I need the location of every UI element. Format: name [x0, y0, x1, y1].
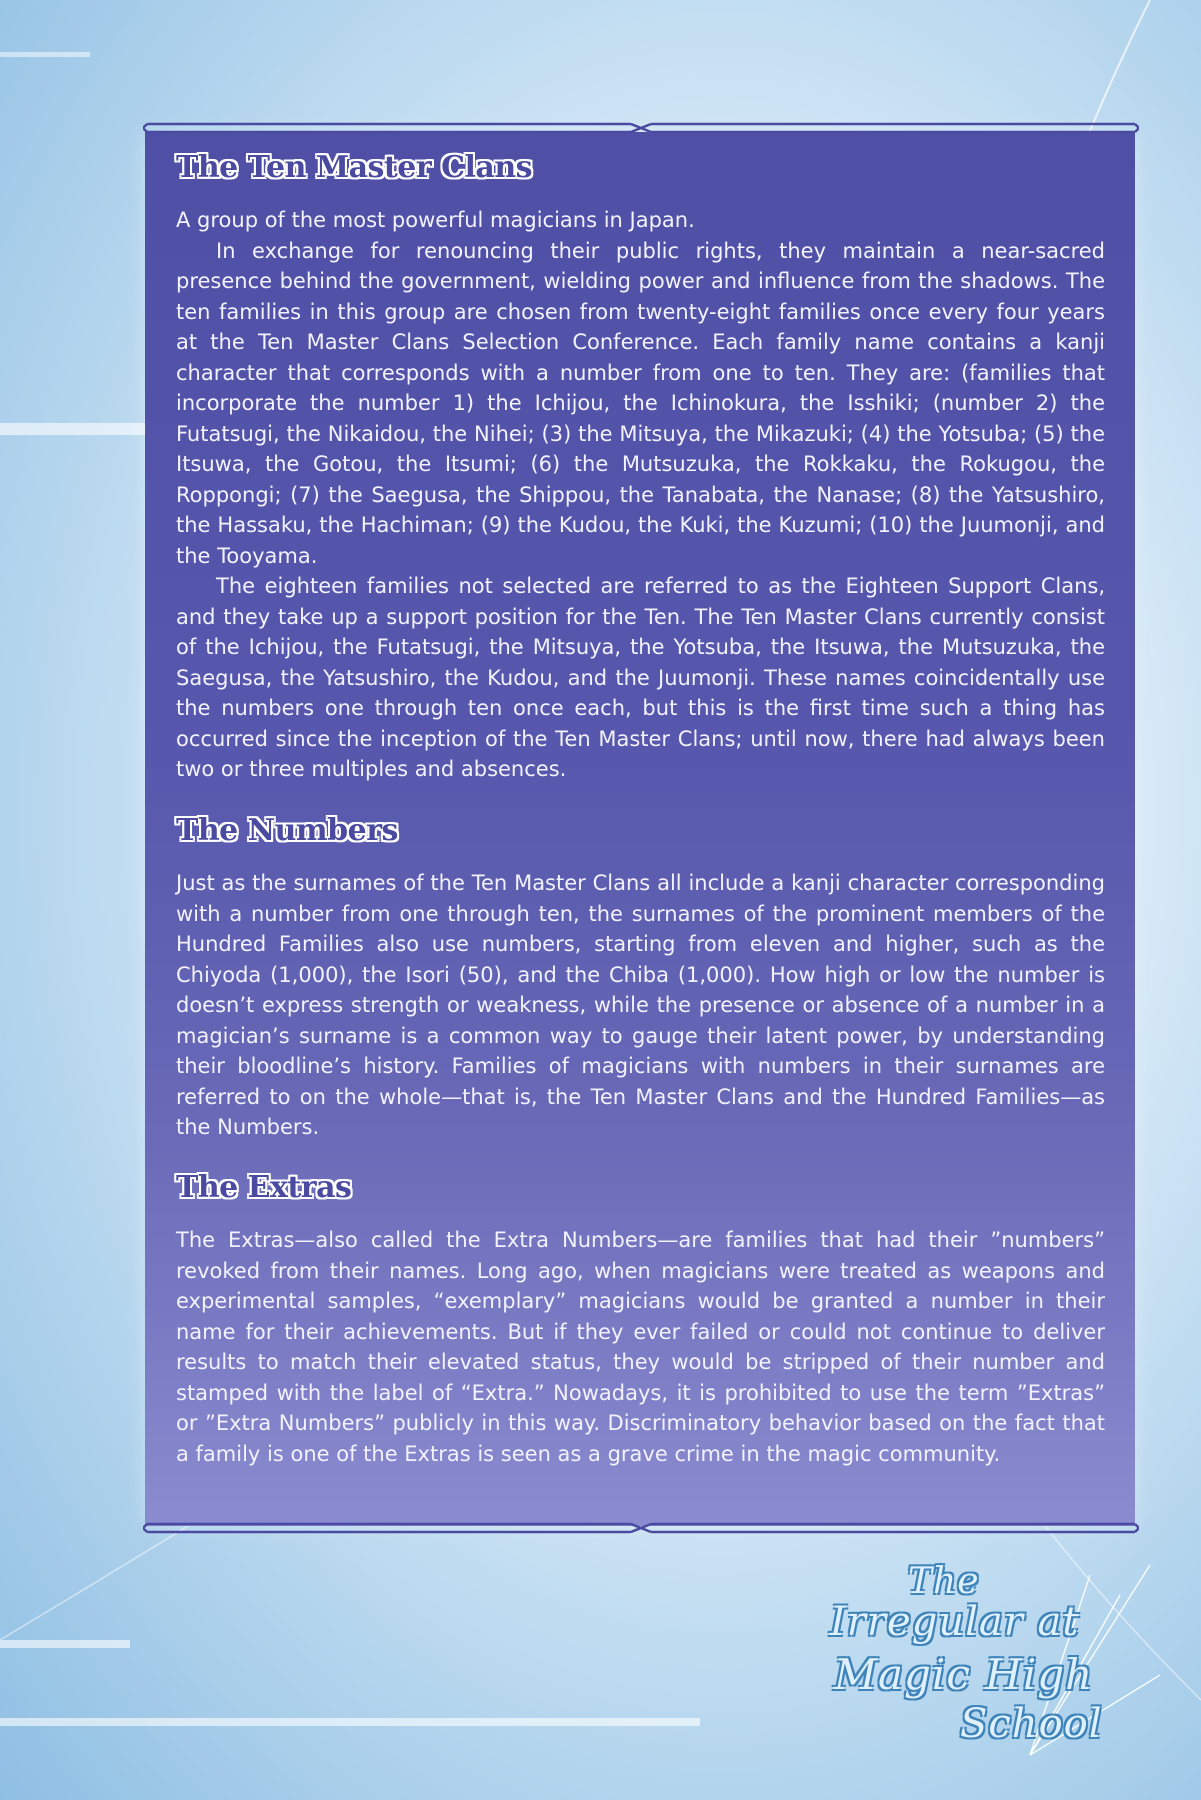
paragraph: The eighteen families not selected are referred to as the Eighteen Support Clans, and they take up a support position for the Ten. The Ten Master Clans currently consist of the Ichijou, the Futatsugi, the Mitsuya, the Yotsuba, the Itsuwa, the Mutsuzuka, the Saegusa, the Yatsushiro, the Kudou, and the Juumonji. These names coincidentally use the numbers one through ten once each, but this is the first time such a thing has occurred since the inception of the Ten Master Clans; until now, there had always been two or three multiples and absences.: [176, 574, 1105, 781]
section-body-the-extras: [176, 1225, 1105, 1469]
logo-line-1: The: [908, 1561, 980, 1602]
section-body-ten-master-clans: [176, 205, 1105, 785]
logo-line-3: Magic High: [834, 1650, 1094, 1699]
logo-line-4: School: [960, 1701, 1103, 1747]
section-heading-the-extras: The Extras: [176, 1170, 352, 1205]
paragraph: The Extras—also called the Extra Numbers—are families that had their ”numbers” revoked from their names. Long ago, when magicians were treated as weapons and experimental samples, “exemplary” magicians would be granted a number in their name for their achievements. But if they ever failed or could not continue to deliver results to match their elevated status, they would be stripped of their number and stamped with the label of “Extra.” Nowadays, it is prohibited to use the term ”Extras” or ”Extra Numbers” publicly in this way. Discriminatory behavior based on the fact that a family is one of the Extras is seen as a grave crime in the magic community.: [176, 1228, 1105, 1466]
bottom-frame-border: [143, 1518, 1139, 1538]
section-heading-the-numbers: The Numbers: [176, 813, 398, 848]
section-heading-ten-master-clans: The Ten Master Clans: [176, 150, 533, 185]
logo-line-2: Irregular at: [830, 1599, 1080, 1645]
top-frame-border: [143, 118, 1139, 138]
paragraph: Just as the surnames of the Ten Master Clans all include a kanji character corresponding with a number from one through ten, the surnames of the prominent members of the Hundred Families also use numbers, starting from eleven and higher, such as the Chiyoda (1,000), the Isori (50), and the Chiba (1,000). How high or low the number is doesn’t express strength or weakness, while the presence or absence of a number in a magician’s surname is a common way to gauge their latent power, by understanding their bloodline’s history. Families of magicians with numbers in their surnames are referred to on the whole—that is, the Ten Master Clans and the Hundred Families—as the Numbers.: [176, 871, 1105, 1139]
series-logo: [820, 1555, 1160, 1765]
paragraph: In exchange for renouncing their public rights, they maintain a near-sacred presence behind the government, wielding power and influence from the shadows. The ten families in this group are chosen from twenty-eight families once every four years at the Ten Master Clans Selection Conference. Each family name contains a kanji character that corresponds with a number from one to ten. They are: (families that incorporate the number 1) the Ichijou, the Ichinokura, the Isshiki; (number 2) the Futatsugi, the Nikaidou, the Nihei; (3) the Mitsuya, the Mikazuki; (4) the Yotsuba; (5) the Itsuwa, the Gotou, the Itsumi; (6) the Mutsuzuka, the Rokkaku, the Rokugou, the Roppongi; (7) the Saegusa, the Shippou, the Tanabata, the Nanase; (8) the Yatsushiro, the Hassaku, the Hachiman; (9) the Kudou, the Kuki, the Kuzumi; (10) the Juumonji, and the Tooyama.: [176, 238, 1105, 568]
paragraph: A group of the most powerful magicians in Japan.: [176, 208, 695, 232]
section-body-the-numbers: [176, 868, 1105, 1143]
